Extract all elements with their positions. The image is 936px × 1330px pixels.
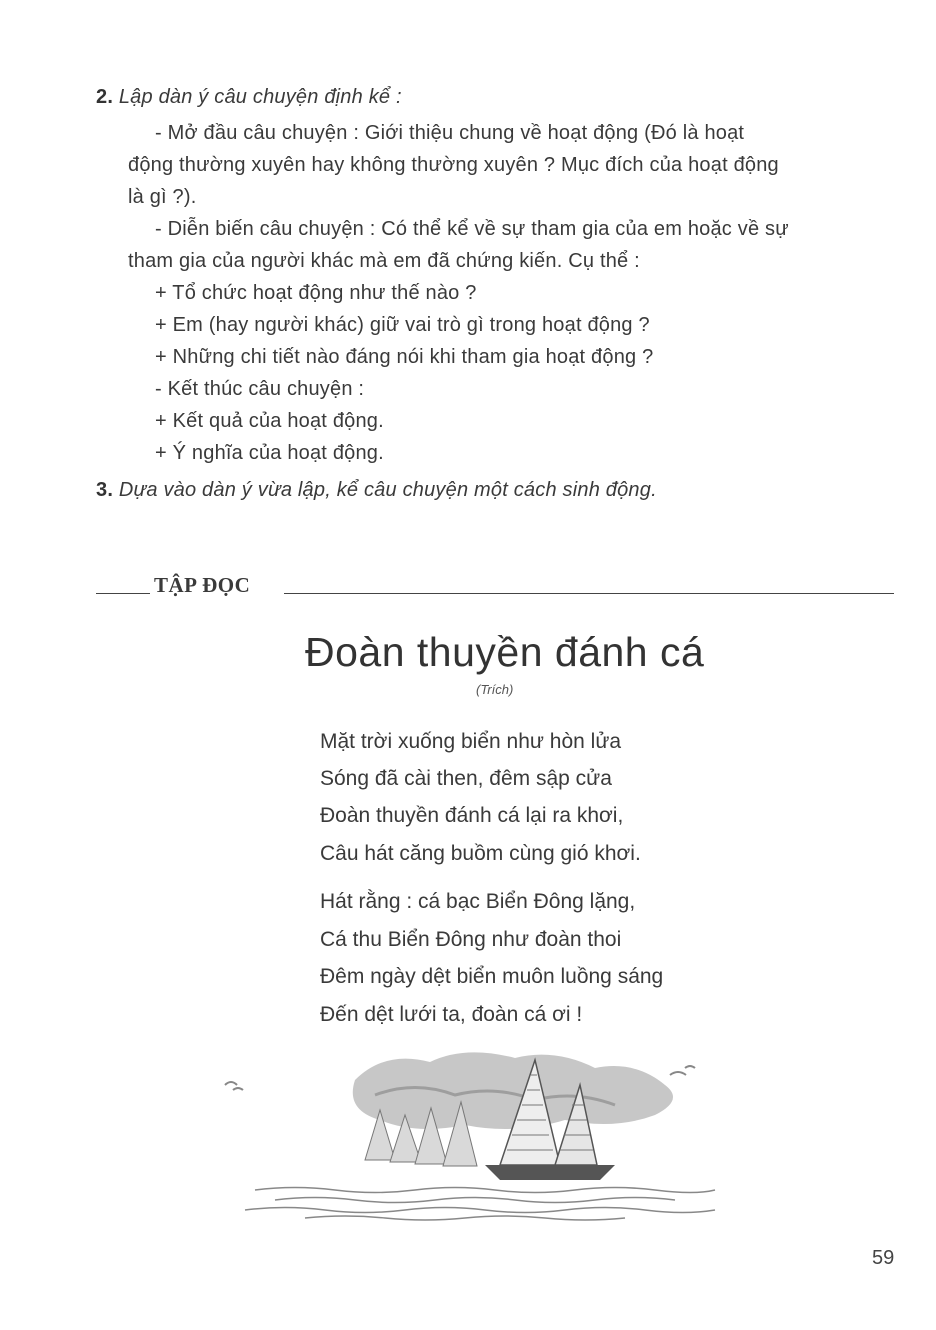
poem-line: Cá thu Biển Đông như đoàn thoi — [320, 928, 622, 951]
outline-line: + Ý nghĩa của hoạt động. — [155, 442, 384, 464]
poem-title: Đoàn thuyền đánh cá — [305, 629, 705, 675]
poem-line: Câu hát căng buồm cùng gió khơi. — [320, 842, 641, 865]
outline-line: + Tổ chức hoạt động như thế nào ? — [155, 282, 477, 304]
section-3-number: 3. — [96, 479, 114, 501]
outline-line: + Em (hay người khác) giữ vai trò gì trong hoạt động ? — [155, 314, 650, 336]
poem-line: Hát rằng : cá bạc Biển Đông lặng, — [320, 890, 636, 913]
outline-line: - Mở đầu câu chuyện : Giới thiệu chung về hoạt động (Đó là hoạt — [155, 122, 745, 144]
sea-waves — [245, 1188, 715, 1221]
poem-line: Đêm ngày dệt biển muôn luồng sáng — [320, 965, 664, 988]
page-number: 59 — [872, 1247, 895, 1269]
outline-line: là gì ?). — [128, 186, 197, 208]
outline-line: + Kết quả của hoạt động. — [155, 410, 384, 432]
section-2-heading — [96, 85, 402, 109]
header-rule-left — [96, 593, 150, 594]
section-label: TẬP ĐỌC — [154, 573, 251, 597]
section-header — [96, 571, 894, 601]
sailing-boats-illustration — [215, 1040, 735, 1225]
poem-line: Đến dệt lưới ta, đoàn cá ơi ! — [320, 1003, 583, 1026]
header-rule-right — [284, 593, 894, 594]
section-2-title: Lập dàn ý câu chuyện định kể : — [118, 86, 402, 108]
boat-hull — [485, 1165, 615, 1180]
outline-line: động thường xuyên hay không thường xuyên ? Mục đích của hoạt động — [128, 154, 779, 176]
poem-line: Mặt trời xuống biển như hòn lửa — [320, 730, 622, 753]
outline-line: - Diễn biến câu chuyện : Có thể kể về sự tham gia của em hoặc về sự — [155, 218, 789, 240]
cloud-shape — [353, 1052, 673, 1129]
outline-line: + Những chi tiết nào đáng nói khi tham gia hoạt động ? — [155, 346, 654, 368]
poem-line: Đoàn thuyền đánh cá lại ra khơi, — [320, 804, 624, 827]
section-3-heading — [96, 478, 657, 502]
poem-subtitle: (Trích) — [476, 682, 514, 697]
bird-icon — [670, 1066, 695, 1075]
poem-line: Sóng đã cài then, đêm sập cửa — [320, 767, 612, 790]
outline-line: tham gia của người khác mà em đã chứng kiến. Cụ thể : — [128, 250, 640, 272]
outline-line: - Kết thúc câu chuyện : — [155, 378, 365, 400]
bird-icon — [225, 1082, 243, 1090]
section-2-number: 2. — [96, 86, 114, 108]
section-3-text: Dựa vào dàn ý vừa lập, kể câu chuyện một cách sinh động. — [118, 479, 657, 501]
